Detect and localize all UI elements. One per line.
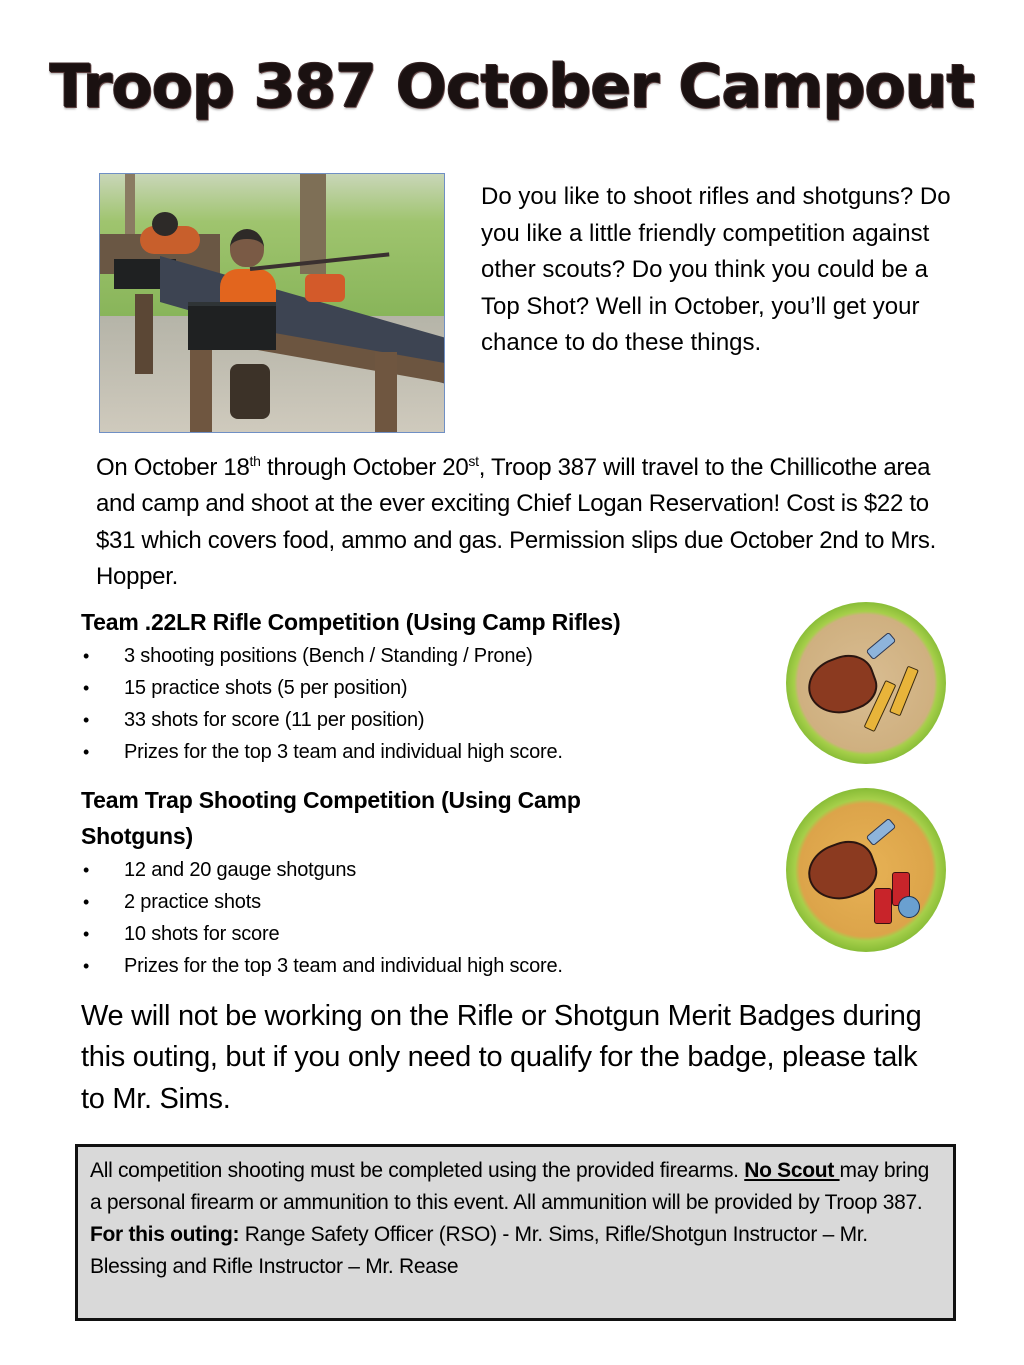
bullet-icon: • xyxy=(83,646,90,666)
shotgun-merit-badge-icon xyxy=(786,788,946,952)
flask-spout-icon xyxy=(866,632,897,660)
list-item-text: 12 and 20 gauge shotguns xyxy=(124,859,357,881)
bullet-icon: • xyxy=(83,742,90,762)
photo-scout-head xyxy=(230,229,264,267)
photo-crate xyxy=(188,302,276,350)
details-text: , Troop 387 will travel to the Chillicothe area and camp and shoot at the ever exciting Chief Logan Reservation! Cost is $22 to $31 which covers food, ammo and gas. Permission slips due October 2nd to Mrs. Hopper. xyxy=(96,454,936,590)
bullet-icon: • xyxy=(83,924,90,944)
safety-emphasis: No Scout xyxy=(744,1159,840,1182)
trap-competition-section xyxy=(81,782,701,982)
photo-scout-head xyxy=(152,212,178,236)
list-item xyxy=(81,704,771,736)
list-item-text: 10 shots for score xyxy=(124,923,280,945)
photo-post xyxy=(125,174,135,234)
safety-notice-box xyxy=(75,1144,956,1321)
ordinal-suffix: st xyxy=(468,453,479,469)
photo-scout-legs xyxy=(230,364,270,419)
list-item xyxy=(81,918,701,950)
safety-text: may bring a personal firearm or ammunition to this event. All ammunition will be provided by Troop 387. xyxy=(90,1159,930,1214)
details-text: through October 20 xyxy=(260,454,469,481)
ordinal-suffix: th xyxy=(249,453,261,469)
bullet-icon: • xyxy=(83,956,90,976)
list-item-text: Prizes for the top 3 team and individual high score. xyxy=(124,741,563,763)
rifle-merit-badge-icon xyxy=(786,602,946,764)
list-item xyxy=(81,950,701,982)
list-item xyxy=(81,640,771,672)
list-item-text: Prizes for the top 3 team and individual high score. xyxy=(124,955,563,977)
photo-rifle-rest xyxy=(305,274,345,302)
rifle-competition-heading: Team .22LR Rifle Competition (Using Camp Rifles) xyxy=(81,609,621,635)
safety-text: All competition shooting must be completed using the provided firearms. xyxy=(90,1159,745,1182)
safety-label: For this outing: xyxy=(90,1223,240,1246)
details-text: On October 18 xyxy=(96,454,250,481)
list-item xyxy=(81,672,771,704)
list-item-text: 15 practice shots (5 per position) xyxy=(124,677,408,699)
shotgun-shell-base-icon xyxy=(898,896,920,918)
photo-bench-leg xyxy=(135,294,153,374)
list-item xyxy=(81,854,701,886)
bullet-icon: • xyxy=(83,678,90,698)
trap-competition-heading: Team Trap Shooting Competition (Using Camp Shotguns) xyxy=(81,787,581,849)
merit-badge-note: We will not be working on the Rifle or Shotgun Merit Badges during this outing, but if you only need to qualify for the badge, please talk to Mr. Sims. xyxy=(81,1000,922,1115)
event-details-paragraph xyxy=(96,450,956,595)
shotgun-shell-icon xyxy=(874,888,892,924)
page-title: Troop 387 October Campout xyxy=(49,52,975,122)
bullet-icon: • xyxy=(83,892,90,912)
rifle-range-photo xyxy=(99,173,445,433)
intro-paragraph: Do you like to shoot rifles and shotguns? Do you like a little friendly competition against other scouts? Do you think you could be a Top Shot? Well in October, you’ll get your chance to do these things. xyxy=(481,183,951,357)
bullet-icon: • xyxy=(83,710,90,730)
list-item xyxy=(81,736,771,768)
rifle-competition-section xyxy=(81,604,771,768)
photo-bench-leg xyxy=(375,352,397,433)
photo-bench-leg xyxy=(190,339,212,433)
rifle-competition-list xyxy=(81,640,771,768)
bullet-icon: • xyxy=(83,860,90,880)
list-item xyxy=(81,886,701,918)
list-item-text: 33 shots for score (11 per position) xyxy=(124,709,425,731)
flask-spout-icon xyxy=(866,818,897,846)
safety-text: Range Safety Officer (RSO) - Mr. Sims, Rifle/Shotgun Instructor – Mr. Blessing and Rifle Instructor – Mr. Rease xyxy=(90,1223,868,1278)
list-item-text: 3 shooting positions (Bench / Standing / Prone) xyxy=(124,645,533,667)
list-item-text: 2 practice shots xyxy=(124,891,261,913)
trap-competition-list xyxy=(81,854,701,982)
